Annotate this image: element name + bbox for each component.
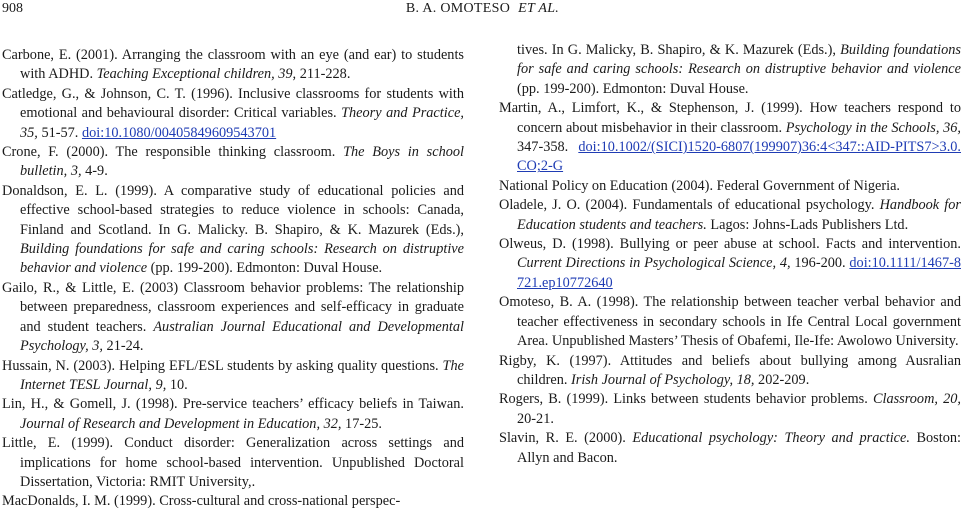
reference-text: Rigby, K. (1997). Attitudes and beliefs about bullying among Ausralian children. bbox=[499, 352, 961, 388]
reference-text: Carbone, E. (2001). Arranging the classroom with an eye (and ear) to students with ADHD. bbox=[2, 47, 464, 83]
reference-text: MacDonalds, I. M. (1999). Cross-cultural and cross-national perspec- bbox=[2, 493, 401, 510]
reference-entry bbox=[2, 279, 464, 357]
reference-entry bbox=[499, 177, 961, 196]
reference-entry bbox=[499, 235, 961, 293]
reference-text: Little, E. (1999). Conduct disorder: Generalization across settings and implications for home school-based intervention. Unpublished Doctoral Dissertation, Victoria: RMIT University,. bbox=[2, 435, 464, 490]
reference-pages: Boston: Allyn and Bacon. bbox=[517, 430, 961, 466]
running-head-authors: B. A. OMOTESO bbox=[405, 1, 511, 16]
reference-entry bbox=[2, 143, 464, 182]
reference-pages: 211-228. bbox=[296, 66, 351, 83]
reference-source: Building foundations for safe and caring schools: Research on distruptive behavior and violence bbox=[20, 241, 464, 277]
reference-entry bbox=[2, 434, 464, 492]
running-head bbox=[0, 0, 965, 18]
reference-source: Psychology in the Schools, 36, bbox=[785, 119, 961, 136]
reference-source: Handbook for Education students and teachers. bbox=[517, 197, 961, 233]
reference-entry bbox=[2, 395, 464, 434]
page-header bbox=[0, 0, 965, 22]
reference-pages: 347-358. bbox=[517, 139, 579, 156]
reference-source: Educational psychology: Theory and practice. bbox=[632, 430, 910, 447]
reference-text: Slavin, R. E. (2000). bbox=[499, 430, 633, 447]
reference-text: Lin, H., & Gomell, J. (1998). Pre-service teachers’ efficacy beliefs in Taiwan. bbox=[2, 396, 464, 413]
reference-pages: 21-24. bbox=[102, 338, 144, 355]
reference-entry bbox=[2, 85, 464, 143]
left-column-references bbox=[2, 46, 464, 512]
reference-entry bbox=[499, 429, 961, 468]
reference-source: Building foundations for safe and caring schools: Research on distruptive behavior and violence bbox=[517, 42, 961, 78]
reference-pages: Lagos: Johns-Lads Publishers Ltd. bbox=[706, 216, 909, 233]
reference-text: tives. In G. Malicky, B. Shapiro, & K. Mazurek (Eds.), bbox=[517, 42, 841, 58]
reference-entry bbox=[499, 352, 961, 391]
reference-entry bbox=[2, 46, 464, 85]
reference-pages: 196-200. bbox=[790, 255, 850, 272]
reference-pages: (pp. 199-200). Edmonton: Duval House. bbox=[517, 80, 749, 97]
reference-text: Hussain, N. (2003). Helping EFL/ESL students by asking quality questions. bbox=[2, 357, 443, 374]
reference-entry bbox=[499, 293, 961, 351]
reference-text: Martin, A., Limfort, K., & Stephenson, J. (1999). How teachers respond to concern about misbehavior in their classroom. bbox=[499, 100, 961, 136]
reference-text: Oladele, J. O. (2004). Fundamentals of educational psychology. bbox=[499, 197, 880, 214]
reference-source: Irish Journal of Psychology, 18, bbox=[571, 371, 755, 388]
reference-pages: 20-21. bbox=[517, 410, 554, 427]
reference-text: Rogers, B. (1999). Links between students behavior problems. bbox=[499, 391, 873, 408]
reference-pages: 10. bbox=[166, 376, 188, 393]
reference-pages: 17-25. bbox=[341, 415, 382, 432]
running-head-etal: ET AL. bbox=[518, 1, 560, 16]
reference-pages: 51-57. bbox=[37, 124, 82, 141]
right-column-references bbox=[499, 41, 961, 468]
reference-text: Olweus, D. (1998). Bullying or peer abuse at school. Facts and intervention. bbox=[499, 236, 961, 253]
reference-entry bbox=[2, 357, 464, 396]
reference-source: Journal of Research and Development in Education, 32, bbox=[20, 415, 342, 432]
reference-source: Theory and Practice, 35, bbox=[20, 105, 464, 141]
reference-text: Donaldson, E. L. (1999). A comparative study of educational policies and effective school-based strategies to reduce violence in schools: Canada, Finland and Scotland. In G. Malicky. B. Shapiro, & K. Mazurek (Eds.), bbox=[2, 182, 464, 238]
reference-text: Gailo, R., & Little, E. (2003) Classroom behavior problems: The relationship between preparedness, classroom experiences and self-efficacy in graduate and student teachers. bbox=[2, 279, 464, 335]
reference-text: National Policy on Education (2004). Federal Government of Nigeria. bbox=[499, 177, 900, 194]
reference-text: Catledge, G., & Johnson, C. T. (1996). Inclusive classrooms for students with emotional and behavioural disorder: Critical variables. bbox=[2, 85, 464, 122]
reference-pages: 4-9. bbox=[81, 163, 108, 180]
page-number: 908 bbox=[2, 1, 23, 16]
reference-source: Current Directions in Psychological Science, 4, bbox=[517, 255, 791, 272]
reference-source: Teaching Exceptional children, 39, bbox=[96, 66, 297, 83]
doi-link[interactable]: doi:10.1111/1467-8721.ep10772640 bbox=[517, 255, 961, 291]
reference-continuation bbox=[499, 41, 961, 99]
reference-entry bbox=[2, 182, 464, 279]
reference-pages: (pp. 199-200). Edmonton: Duval House. bbox=[147, 260, 383, 277]
reference-source: The Internet TESL Journal, 9, bbox=[20, 357, 464, 393]
doi-link[interactable]: doi:10.1080/00405849609543701 bbox=[81, 124, 277, 141]
doi-link[interactable]: doi:10.1002/(SICI)1520-6807(199907)36:4<347::AID-PITS7>3.0.CO;2-G bbox=[517, 139, 961, 175]
reference-entry bbox=[499, 99, 961, 177]
reference-pages: 202-209. bbox=[754, 371, 810, 388]
reference-source: Classroom, 20, bbox=[872, 391, 961, 408]
reference-source: Australian Journal Educational and Developmental Psychology, 3, bbox=[20, 318, 464, 355]
reference-entry bbox=[499, 390, 961, 429]
reference-source: The Boys in school bulletin, 3, bbox=[20, 144, 464, 180]
reference-text: Crone, F. (2000). The responsible thinking classroom. bbox=[2, 144, 344, 161]
reference-text: Omoteso, B. A. (1998). The relationship between teacher verbal behavior and teacher effectiveness in secondary schools in Ife Central Local government Area. Unpublished Masters’ Thesis of Obafemi, Ile-Ife: Awolowo University. bbox=[499, 294, 961, 350]
reference-entry bbox=[499, 196, 961, 235]
reference-entry bbox=[2, 492, 464, 511]
